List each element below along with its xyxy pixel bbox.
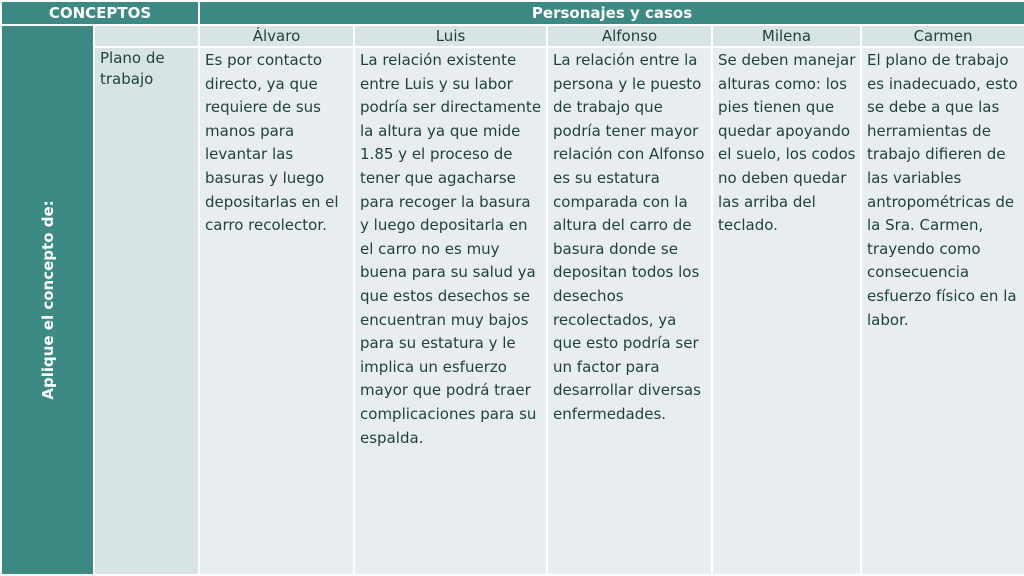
answer-luis: La relación existente entre Luis y su labor podría ser directamente la altura ya que mide 1.85 y el proceso de tener que agacharse para recoger la basura y luego depositarla en el carro no es muy buena para su salud ya que estos desechos se encuentran muy bajos para su estatura y le implica un esfuerzo mayor que podrá traer complicaciones para su espalda. — [354, 47, 547, 575]
person-milena: Milena — [712, 25, 861, 47]
answer-carmen: El plano de trabajo es inadecuado, esto se debe a que las herramientas de trabajo difieren de las variables antropométricas de la Sra. Carmen, trayendo como consecuencia esfuerzo físico en la labor. — [861, 47, 1024, 575]
concepts-header: CONCEPTOS — [1, 1, 199, 25]
answer-alfonso: La relación entre la persona y le puesto de trabajo que podría tener mayor relación con Alfonso es su estatura comparada con la altura del carro de basura donde se depositan todos los desechos recolectados, ya que esto podría ser un factor para desarrollar diversas enfermedades. — [547, 47, 712, 575]
answer-milena: Se deben manejar alturas como: los pies tienen que quedar apoyando el suelo, los codos no deben quedar las arriba del teclado. — [712, 47, 861, 575]
side-label-cell — [1, 25, 94, 575]
concept-cell: Plano de trabajo — [94, 47, 199, 575]
blank-header-cell — [94, 25, 199, 47]
side-label: Aplique el concepto de: — [38, 200, 57, 400]
person-luis: Luis — [354, 25, 547, 47]
person-alfonso: Alfonso — [547, 25, 712, 47]
answer-alvaro: Es por contacto directo, ya que requiere de sus manos para levantar las basuras y luego depositarlas en el carro recolector. — [199, 47, 354, 575]
cases-header: Personajes y casos — [199, 1, 1024, 25]
person-alvaro: Álvaro — [199, 25, 354, 47]
person-carmen: Carmen — [861, 25, 1024, 47]
